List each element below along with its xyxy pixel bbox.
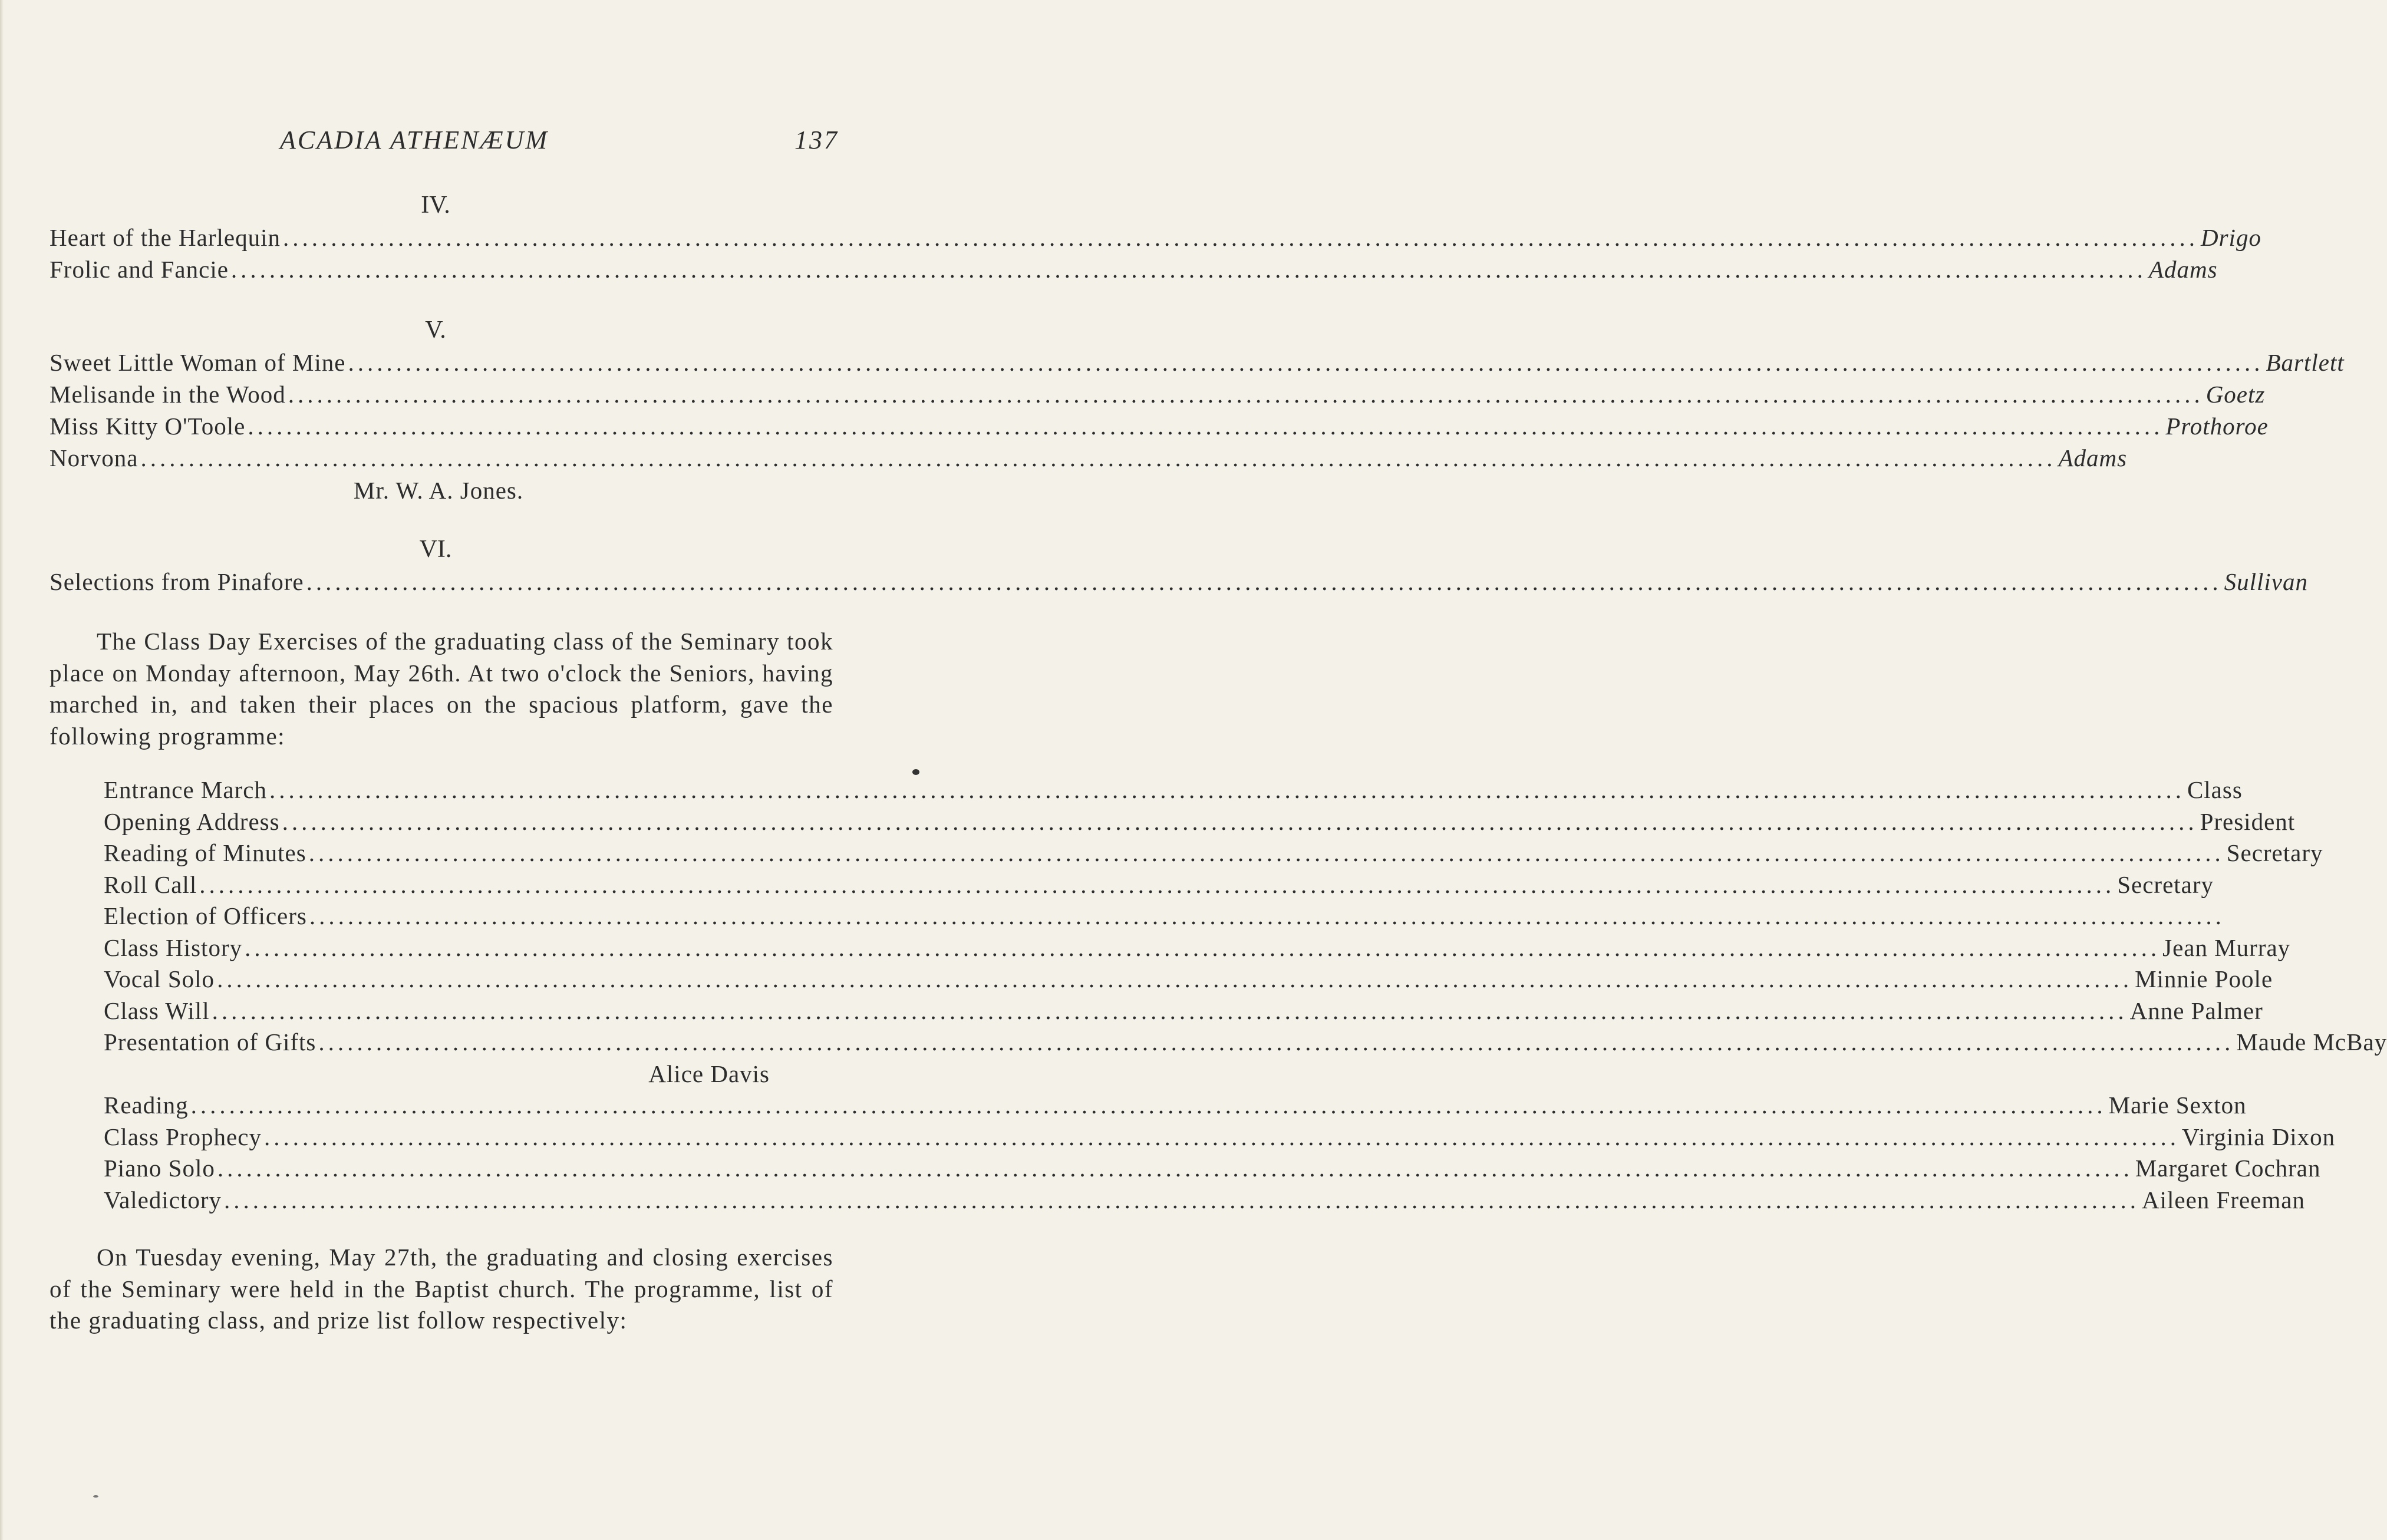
composer-name: Adams [2148,256,2218,283]
dot-leader: ........................................................................................................................................................................................................ [199,870,2115,898]
participant-name: Margaret Cochran [2135,1155,2321,1182]
dot-leader: ........................................................................................................................................................................................................ [308,839,2224,866]
dot-leader: ........................................................................................................................................................................................................ [140,444,2056,471]
participant-name: Marie Sexton [2108,1091,2247,1119]
program-entry [104,837,2323,869]
dot-leader: ........................................................................................................................................................................................................ [248,413,2164,440]
class-day-paragraph: The Class Day Exercises of the graduating class of the Seminary took place on Monday afternoon, May 26th. At two o'clock the Seniors, having marched in, and taken their places on the spacious platform, gave the following programme: [50,628,833,750]
participant-name: Secretary [2117,870,2214,898]
program-item: Valedictory [104,1186,222,1213]
participant-name: Secretary [2226,839,2323,866]
program-item: Vocal Solo [104,965,215,992]
program-entry [104,932,2291,964]
composer-name: Prothoroe [2165,413,2269,440]
program-item: Reading of Minutes [104,839,306,866]
page-number: 137 [794,126,839,154]
piece-title: Miss Kitty O'Toole [50,413,246,440]
program-entry [104,1153,2321,1185]
section-numeral: V. [425,316,446,344]
program-item: Reading [104,1091,189,1119]
page-content [50,189,2387,1337]
program-entry [104,1027,2387,1058]
composer-name: Bartlett [2266,349,2345,376]
running-head [0,125,961,160]
program-entry [104,964,2273,995]
program-item: Piano Solo [104,1155,215,1182]
participant-name: Jean Murray [2162,934,2291,961]
participant-name: Anne Palmer [2129,997,2263,1024]
participant-name: Virginia Dixon [2181,1123,2336,1150]
journal-title: ACADIA ATHENÆUM [280,126,549,154]
participant-name: Maude McBay [2236,1028,2387,1056]
closing-exercises-paragraph: On Tuesday evening, May 27th, the graduating and closing exercises of the Seminary were held in the Baptist church. The programme, list of the graduating class, and prize list follow respectively: [50,1244,833,1334]
program-item: Entrance March [104,776,267,803]
piece-title: Heart of the Harlequin [50,224,281,251]
dot-leader: ........................................................................................................................................................................................................ [306,568,2222,595]
program-entry [104,1185,2305,1216]
program-entry [104,995,2263,1027]
dot-leader: ........................................................................................................................................................................................................ [269,776,2185,803]
program-entry [50,442,2128,474]
program-entry [50,222,2261,253]
dot-leader: ........................................................................................................................................................................................................ [263,1123,2180,1150]
section-numeral: IV. [421,192,450,219]
section-numeral: VI. [419,536,452,563]
dot-leader: ........................................................................................................................................................................................................ [223,1186,2139,1213]
participant-name: President [2200,807,2296,835]
program-item: Presentation of Gifts [104,1028,316,1056]
program-entry [50,253,2218,285]
dot-leader: ........................................................................................................................................................................................................ [217,965,2133,992]
program-item: Roll Call [104,870,197,898]
performer-name: Mr. W. A. Jones. [353,477,524,504]
dot-leader: ........................................................................................................................................................................................................ [318,1028,2234,1056]
program-entry [104,774,2243,806]
program-entry [50,378,2266,410]
participant-name: Class [2187,776,2243,803]
participant-name: Alice Davis [648,1060,770,1087]
dot-leader: ........................................................................................................................................................................................................ [217,1155,2133,1182]
dot-leader: ........................................................................................................................................................................................................ [309,902,2225,929]
piece-title: Norvona [50,444,139,471]
composer-name: Sullivan [2224,568,2308,595]
program-entry [50,410,2269,442]
program-entry [104,869,2214,901]
program-item: Class Will [104,997,210,1024]
dot-leader: ........................................................................................................................................................................................................ [288,381,2204,408]
program-entry [104,806,2296,838]
program-entry [104,1122,2336,1153]
dot-leader: ........................................................................................................................................................................................................ [212,997,2128,1024]
program-entry [104,1090,2247,1122]
program-item: Opening Address [104,807,280,835]
class-day-program [104,774,2387,1216]
ink-speck [93,1495,98,1498]
ink-speck [912,769,919,775]
piece-title: Frolic and Fancie [50,256,229,283]
program-item: Class History [104,934,243,961]
participant-name: Minnie Poole [2135,965,2273,992]
program-entry [50,566,2308,598]
participant-name: Aileen Freeman [2141,1186,2305,1213]
composer-name: Drigo [2200,224,2261,251]
dot-leader: ........................................................................................................................................................................................................ [190,1091,2106,1119]
dot-leader: ........................................................................................................................................................................................................ [230,256,2147,283]
dot-leader: ........................................................................................................................................................................................................ [348,349,2264,376]
program-entry [50,347,2345,378]
dot-leader: ........................................................................................................................................................................................................ [282,224,2198,251]
dot-leader: ........................................................................................................................................................................................................ [282,807,2198,835]
dot-leader: ........................................................................................................................................................................................................ [245,934,2161,961]
piece-title: Selections from Pinafore [50,568,304,595]
composer-name: Goetz [2205,381,2266,408]
piece-title: Sweet Little Woman of Mine [50,349,346,376]
binding-edge [0,0,4,1540]
piece-title: Melisande in the Wood [50,381,286,408]
composer-name: Adams [2058,444,2128,471]
program-item: Election of Officers [104,902,307,929]
program-entry [104,901,2225,932]
program-item: Class Prophecy [104,1123,262,1150]
